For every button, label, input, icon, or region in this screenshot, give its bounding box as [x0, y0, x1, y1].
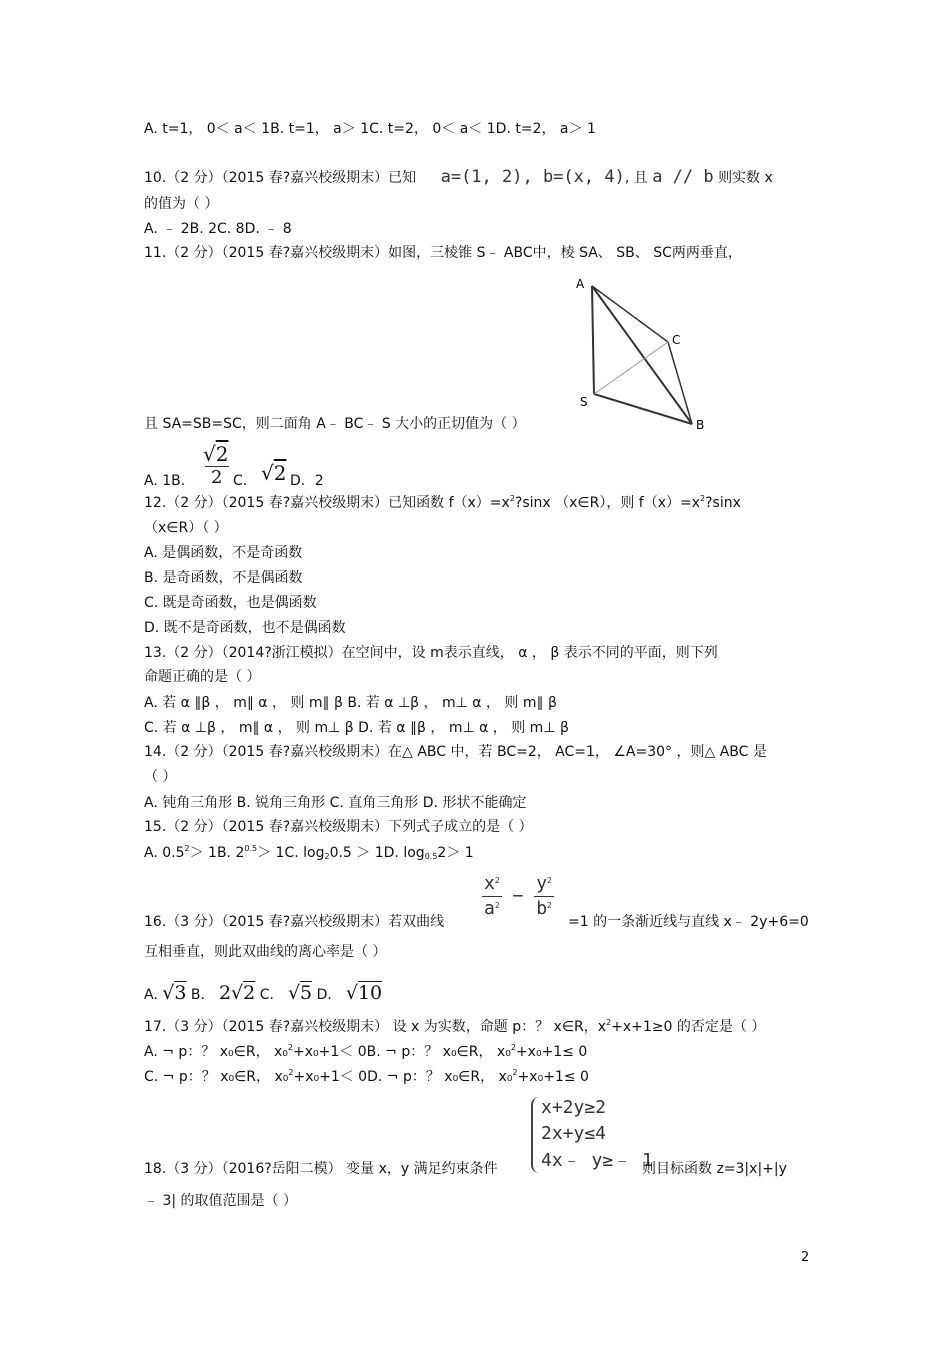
- q16-stem: 16.（3 分）（2015 春?嘉兴校级期末）若双曲线: [144, 914, 445, 930]
- q12-stem: 12.（2 分）（2015 春?嘉兴校级期末）已知函数 $f(x)=x^2?\sin x$ （x∈R），则 $f(x)=x^2?\sin x$: [144, 494, 741, 511]
- q18-stem-2: ﹣ 3| 的取值范围是（ ）: [144, 1193, 297, 1209]
- q13-options-cd: C. 若 α ⊥β ， m∥ α ， 则 m⊥ β D. 若 α ∥β ， m⊥ α ， 则 m⊥ β: [144, 720, 569, 736]
- q10-stem: 10.（2 分）（2015 春?嘉兴校级期末）已知 a=(1, 2), b=(x, 4), 且 a // b 则实数 x: [144, 167, 773, 187]
- q14-stem-2: （ ）: [144, 769, 177, 785]
- two-sqrt2: 2√2: [218, 982, 256, 1004]
- q12-stem-2: （x∈R）（ ）: [144, 520, 228, 536]
- q11-stem: 11.（2 分）（2015 春?嘉兴校级期末）如图，三棱锥 S﹣ ABC中，棱 SA、 SB、 SC两两垂直，: [144, 245, 742, 261]
- q11-option-d: D．2: [290, 473, 324, 489]
- q10-stem-2: 的值为（ ）: [144, 196, 219, 212]
- sqrt2-option: √2: [261, 461, 287, 485]
- constraint-brace: [531, 1097, 539, 1173]
- q16-options: A. √3 B． 2√2 C． √5 D． √10: [144, 982, 383, 1004]
- vector-formula: a=(1, 2), b=(x, 4): [440, 167, 625, 187]
- sqrt10: √10: [345, 982, 383, 1004]
- sqrt3: √3: [162, 982, 187, 1004]
- q18-stem-tail: 则目标函数 z=3|x|+|y: [642, 1161, 787, 1177]
- q17-options-cd: C. ¬ p：？ x₀∈R， x₀$^2$+x₀+1＜ 0D. ¬ p：？ x₀∈R， x₀$^2$+x₀+1≤ 0: [144, 1068, 589, 1085]
- q12-option-d: D. 既不是奇函数，也不是偶函数: [144, 620, 346, 636]
- q17-stem: 17.（3 分）（2015 春?嘉兴校级期末） 设 x 为实数，命题 p：？ x∈R，$x^2+x+1\ge 0$ 的否定是（ ）: [144, 1018, 766, 1035]
- label-b: B: [696, 418, 705, 432]
- pyramid-figure: [570, 272, 720, 432]
- q13-stem: 13.（2 分）（2014?浙江模拟）在空间中，设 m表示直线， α ， β 表示不同的平面，则下列: [144, 645, 718, 661]
- sqrt2-numerator: √2: [203, 442, 229, 466]
- q14-stem: 14.（2 分）（2015 春?嘉兴校级期末）在△ ABC 中，若 BC=2， AC=1， ∠A=30° ，则△ ABC 是: [144, 744, 767, 760]
- q13-options-ab: A. 若 α ∥β ， m∥ α ， 则 m∥ β B. 若 α ⊥β ， m⊥ α ， 则 m∥ β: [144, 695, 557, 711]
- q11-option-a: A. 1B.: [144, 473, 186, 489]
- parallel-formula: a // b: [652, 167, 714, 187]
- q15-stem: 15.（2 分）（2015 春?嘉兴校级期末）下列式子成立的是（ ）: [144, 819, 533, 835]
- q17-options-ab: A. ¬ p：？ x₀∈R， x₀$^2$+x₀+1＜ 0B. ¬ p：？ x₀∈R， x₀$^2$+x₀+1≤ 0: [144, 1043, 588, 1060]
- q12-option-a: A. 是偶函数，不是奇函数: [144, 545, 303, 561]
- label-s: S: [580, 395, 588, 409]
- label-c: C: [672, 333, 681, 347]
- hyperbola-formula: $\frac{x^2}{a^2}$ − $\frac{y^2}{b^2}$: [484, 873, 552, 919]
- q12-option-c: C. 既是奇函数，也是偶函数: [144, 595, 317, 611]
- q11-option-c: C.: [233, 473, 248, 489]
- constraint-3: 4x﹣ y≥﹣ 1: [541, 1150, 653, 1171]
- constraint-2: 2x+y≤4: [541, 1123, 607, 1144]
- q12-option-b: B. 是奇函数，不是偶函数: [144, 570, 303, 586]
- q16-stem-tail: =1 的一条渐近线与直线 x﹣ 2y+6=0: [568, 914, 809, 930]
- sqrt5: √5: [287, 982, 313, 1004]
- q16-stem-2: 互相垂直，则此双曲线的离心率是（ ）: [144, 944, 387, 960]
- page-number: 2: [801, 1250, 810, 1265]
- label-a: A: [576, 277, 585, 291]
- q11-stem-2: 且 SA=SB=SC，则二面角 A﹣ BC﹣ S 大小的正切值为（ ）: [144, 416, 526, 432]
- q18-stem: 18.（3 分）（2016?岳阳二模） 变量 x，y 满足约束条件: [144, 1161, 498, 1177]
- q10-options: A. ﹣ 2B. 2C. 8D. ﹣ 8: [144, 221, 292, 237]
- q15-options: A. $0.5^2> 1B$. $2^{0.5}> 1C$. $\log_20.5 > 1D$. $\log_{0.5}2> 1$: [144, 844, 474, 861]
- q13-stem-2: 命题正确的是（ ）: [144, 669, 261, 685]
- constraint-1: x+2y≥2: [541, 1097, 607, 1118]
- q9-options: A. t=1， 0＜ a＜ 1B. t=1， a＞ 1C. t=2， 0＜ a＜ 1D. t=2， a＞ 1: [144, 121, 596, 137]
- q14-options: A. 钝角三角形 B. 锐角三角形 C. 直角三角形 D. 形状不能确定: [144, 795, 527, 811]
- sqrt2-denominator: 2: [211, 467, 223, 488]
